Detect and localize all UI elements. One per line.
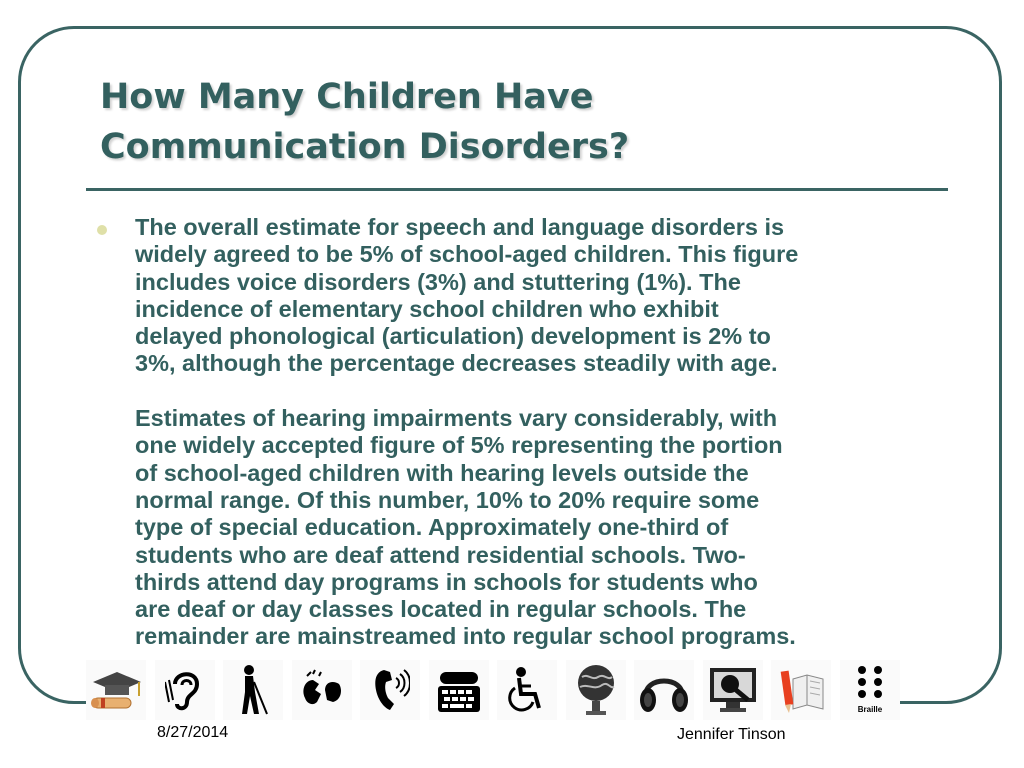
paragraph-2-line: remainder are mainstreamed into regular school programs. bbox=[135, 623, 796, 650]
globe-microphone-icon bbox=[566, 660, 626, 720]
headphones-icon bbox=[634, 660, 694, 720]
hearing-assistance-ear-icon bbox=[155, 660, 215, 720]
braille-label: Braille bbox=[857, 705, 883, 714]
paragraph-gap bbox=[135, 378, 955, 405]
braille-icon bbox=[840, 660, 900, 720]
wheelchair-access-icon bbox=[497, 660, 557, 720]
paragraph-1-line: widely agreed to be 5% of school-aged children. This figure bbox=[135, 241, 799, 268]
title-line-1: How Many Children Have bbox=[100, 77, 594, 117]
paragraph-1-line: incidence of elementary school children who exhibit bbox=[135, 295, 719, 322]
paragraph-2-line: one widely accepted figure of 5% representing the portion bbox=[135, 432, 783, 459]
bullet-dot bbox=[97, 225, 107, 235]
paragraph-2-line: students who are deaf attend residential schools. Two- bbox=[135, 541, 746, 568]
paragraph-2-line: are deaf or day classes located in regular schools. The bbox=[135, 596, 747, 623]
blind-person-cane-icon bbox=[223, 660, 283, 720]
body-text bbox=[135, 214, 955, 651]
paragraph-1-line: delayed phonological (articulation) development is 2% to bbox=[135, 323, 771, 350]
paragraph-2-line: of school-aged children with hearing levels outside the bbox=[135, 459, 749, 486]
pencil-book-icon bbox=[771, 660, 831, 720]
volume-control-telephone-icon bbox=[360, 660, 420, 720]
paragraph-2-line: Estimates of hearing impairments vary considerably, with bbox=[135, 405, 778, 432]
title-line-2: Communication Disorders? bbox=[100, 127, 630, 167]
paragraph-1-line: includes voice disorders (3%) and stuttering (1%). The bbox=[135, 268, 741, 295]
paragraph-2-line: type of special education. Approximately one-third of bbox=[135, 514, 729, 541]
slide-title bbox=[100, 72, 900, 172]
footer-author: Jennifer Tinson bbox=[677, 726, 786, 743]
paragraph-1-line: The overall estimate for speech and language disorders is bbox=[135, 214, 785, 240]
paragraph-2-line: thirds attend day programs in schools for students who bbox=[135, 568, 758, 595]
sign-language-icon bbox=[292, 660, 352, 720]
title-underline bbox=[86, 188, 948, 191]
paragraph-2-line: normal range. Of this number, 10% to 20% require some bbox=[135, 486, 760, 513]
magnifier-monitor-icon bbox=[703, 660, 763, 720]
tty-keyboard-icon bbox=[429, 660, 489, 720]
disability-icon-strip bbox=[86, 660, 900, 720]
footer-date: 8/27/2014 bbox=[157, 724, 229, 741]
graduation-cap-diploma-icon bbox=[86, 660, 146, 720]
paragraph-1-line: 3%, although the percentage decreases steadily with age. bbox=[135, 350, 778, 377]
